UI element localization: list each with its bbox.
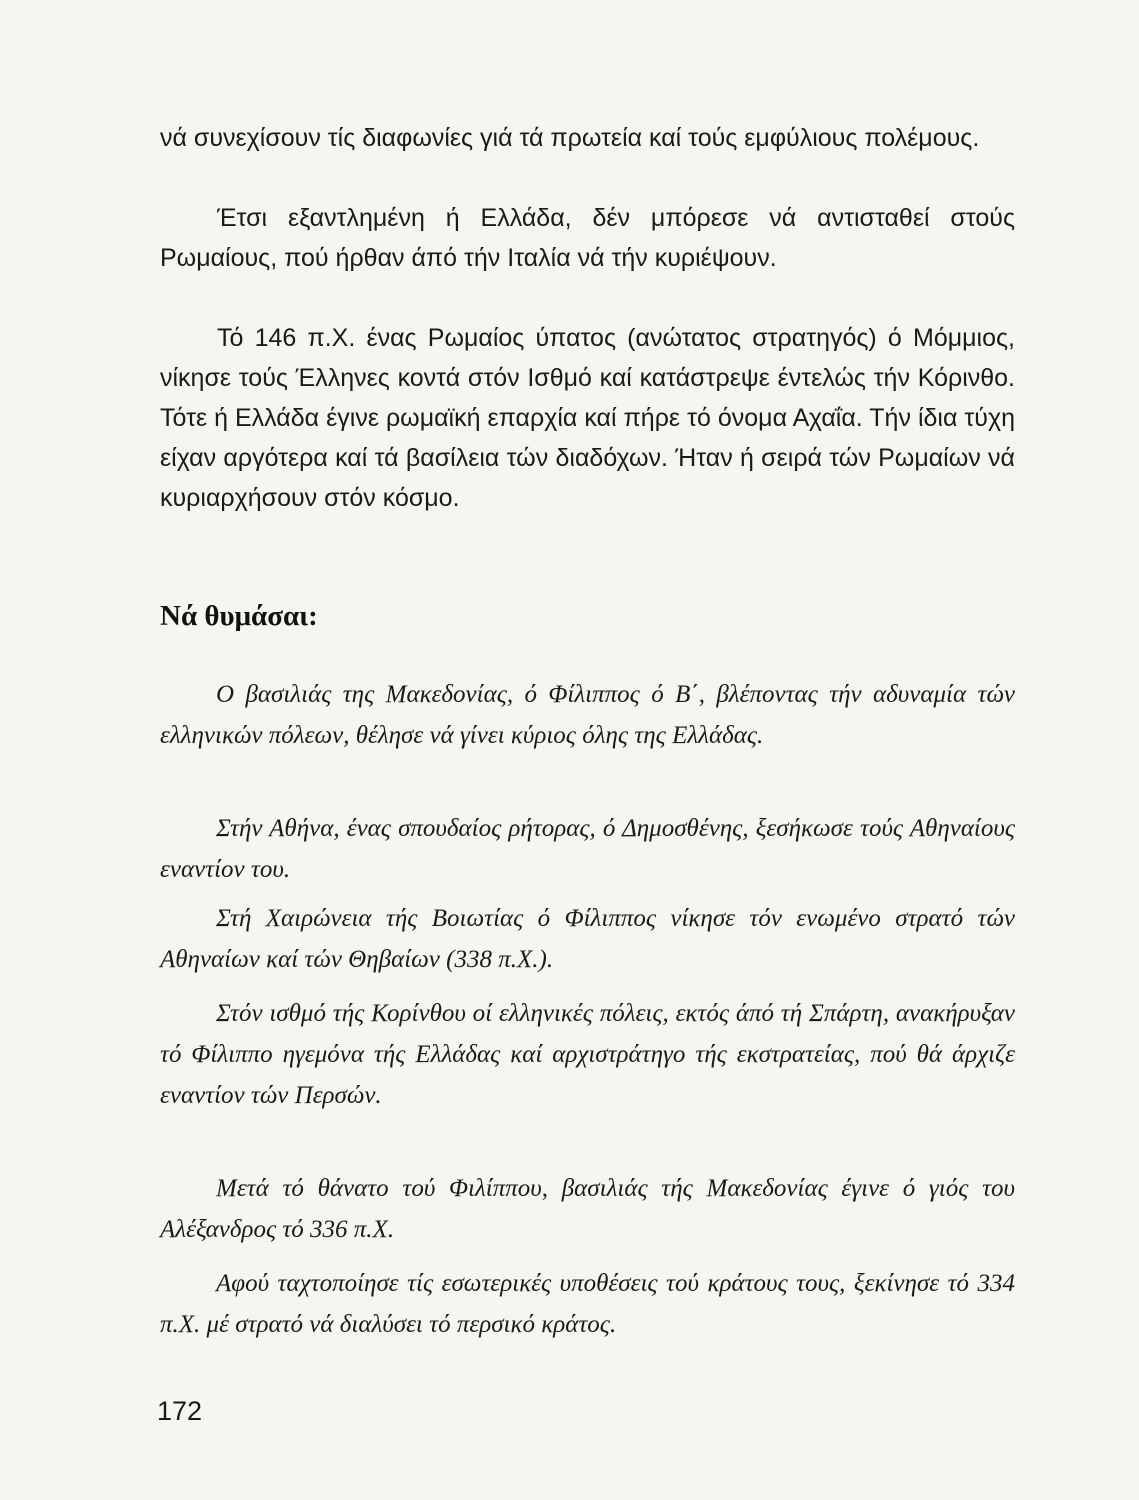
remember-item-philip: Ο βασιλιάς της Μακεδονίας, ό Φίλιππος ό Β΄, βλέποντας τήν αδυναμία τών ελληνικών πόλεων, θέλησε νά γίνει κύριος όλης της Ελλάδας. [160,681,1015,749]
remember-heading: Νά θυμάσαι: [160,600,318,632]
paragraph-roman-conquest: Τό 146 π.Χ. ένας Ρωμαίος ύπατος (ανώτατος στρατηγός) ό Μόμμιος, νίκησε τούς Έλληνες κοντά στόν Ισθμό καί κατάστρεψε έντελώς τήν Κόρινθο. Τότε ή Ελλάδα έγινε ρωμαϊκή επαρχία καί πήρε τό όνομα Αχαΐα. Τήν ίδια τύχη είχαν αργότερα καί τά βασίλεια τών διαδόχων. Ήταν ή σειρά τών Ρωμαίων νά κυριαρχήσουν στόν κόσμο. [160,324,1015,512]
remember-item-alexander: Μετά τό θάνατο τού Φιλίππου, βασιλιάς τής Μακεδονίας έγινε ό γιός του Αλέξανδρος τό 336 π.Χ. [160,1175,1015,1243]
paragraph-continuation: νά συνεχίσουν τίς διαφωνίες γιά τά πρωτεία καί τούς εμφύλιους πολέμους. [160,124,980,152]
remember-item-chaeronea: Στή Χαιρώνεια τής Βοιωτίας ό Φίλιππος νίκησε τόν ενωμένο στρατό τών Αθηναίων καί τών Θηβαίων (338 π.Χ.). [160,905,1015,973]
paragraph-greece-exhausted: Έτσι εξαντλημένη ή Ελλάδα, δέν μπόρεσε νά αντισταθεί στούς Ρωμαίους, πού ήρθαν άπό τήν Ιταλία νά τήν κυριέψουν. [160,204,1015,272]
page-number: 172 [157,1396,203,1426]
remember-item-demosthenes: Στήν Αθήνα, ένας σπουδαίος ρήτορας, ό Δημοσθένης, ξεσήκωσε τούς Αθηναίους εναντίον του. [160,815,1015,883]
remember-item-campaign: Αφού ταχτοποίησε τίς εσωτερικές υποθέσεις τού κράτους τους, ξεκίνησε τό 334 π.Χ. μέ στρατό νά διαλύσει τό περσικό κράτος. [160,1270,1015,1338]
remember-item-isthmus: Στόν ισθμό τής Κορίνθου οί ελληνικές πόλεις, εκτός άπό τή Σπάρτη, ανακήρυξαν τό Φίλιππο ηγεμόνα τής Ελλάδας καί αρχιστράτηγο τής εκστρατείας, πού θά άρχιζε εναντίον τών Περσών. [160,1000,1015,1109]
